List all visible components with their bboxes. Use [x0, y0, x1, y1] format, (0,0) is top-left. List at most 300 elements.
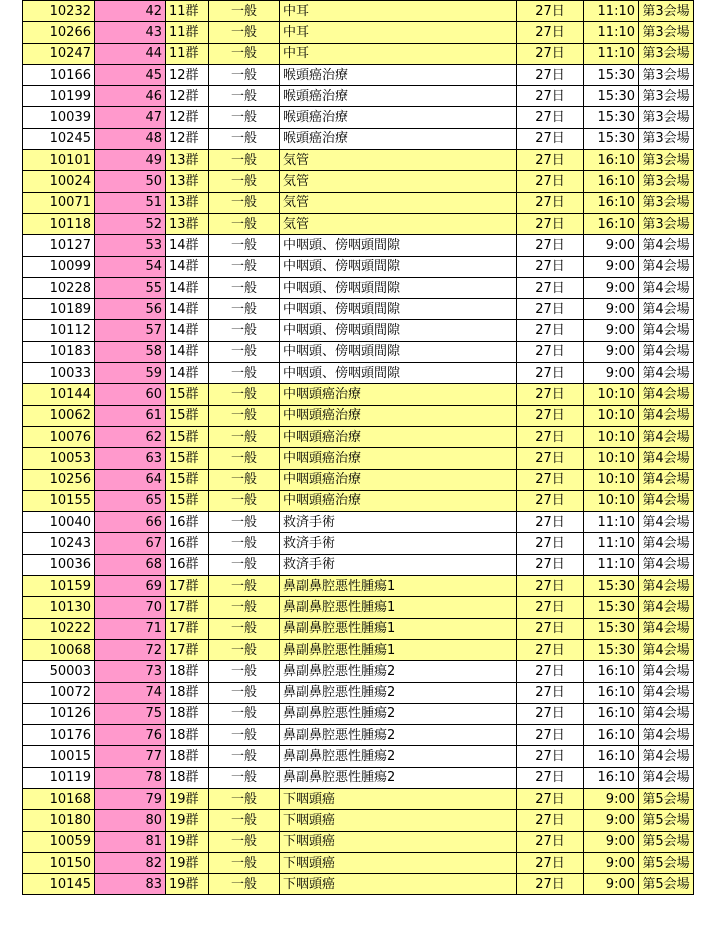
cell-room[interactable]: 第3会場 — [639, 192, 694, 213]
cell-group[interactable]: 12群 — [166, 107, 209, 128]
cell-group[interactable]: 18群 — [166, 682, 209, 703]
cell-presentation-number[interactable]: 54 — [95, 256, 166, 277]
cell-presentation-number[interactable]: 70 — [95, 597, 166, 618]
cell-submission-id[interactable]: 10145 — [23, 874, 95, 895]
cell-presentation-number[interactable]: 72 — [95, 639, 166, 660]
cell-room[interactable]: 第4会場 — [639, 448, 694, 469]
cell-topic[interactable]: 気管 — [280, 150, 517, 171]
cell-topic[interactable]: 鼻副鼻腔悪性腫瘍2 — [280, 682, 517, 703]
cell-time[interactable]: 9:00 — [584, 256, 639, 277]
cell-day[interactable]: 27日 — [517, 852, 584, 873]
cell-submission-id[interactable]: 10168 — [23, 788, 95, 809]
cell-session-type[interactable]: 一般 — [209, 213, 280, 234]
cell-time[interactable]: 9:00 — [584, 831, 639, 852]
cell-group[interactable]: 17群 — [166, 639, 209, 660]
cell-day[interactable]: 27日 — [517, 235, 584, 256]
cell-presentation-number[interactable]: 76 — [95, 725, 166, 746]
cell-submission-id[interactable]: 10159 — [23, 576, 95, 597]
cell-group[interactable]: 14群 — [166, 341, 209, 362]
cell-room[interactable]: 第4会場 — [639, 426, 694, 447]
cell-topic[interactable]: 中咽頭、傍咽頭間隙 — [280, 277, 517, 298]
cell-presentation-number[interactable]: 77 — [95, 746, 166, 767]
cell-time[interactable]: 11:10 — [584, 43, 639, 64]
cell-group[interactable]: 14群 — [166, 277, 209, 298]
cell-time[interactable]: 16:10 — [584, 192, 639, 213]
cell-topic[interactable]: 中咽頭癌治療 — [280, 384, 517, 405]
cell-presentation-number[interactable]: 61 — [95, 405, 166, 426]
cell-presentation-number[interactable]: 81 — [95, 831, 166, 852]
cell-time[interactable]: 16:10 — [584, 746, 639, 767]
cell-session-type[interactable]: 一般 — [209, 512, 280, 533]
cell-day[interactable]: 27日 — [517, 554, 584, 575]
cell-topic[interactable]: 中咽頭、傍咽頭間隙 — [280, 256, 517, 277]
cell-group[interactable]: 19群 — [166, 810, 209, 831]
cell-time[interactable]: 15:30 — [584, 107, 639, 128]
cell-group[interactable]: 14群 — [166, 235, 209, 256]
cell-room[interactable]: 第4会場 — [639, 277, 694, 298]
cell-session-type[interactable]: 一般 — [209, 703, 280, 724]
cell-submission-id[interactable]: 10256 — [23, 469, 95, 490]
cell-room[interactable]: 第4会場 — [639, 639, 694, 660]
cell-topic[interactable]: 中耳 — [280, 1, 517, 22]
cell-group[interactable]: 18群 — [166, 767, 209, 788]
cell-topic[interactable]: 下咽頭癌 — [280, 788, 517, 809]
cell-submission-id[interactable]: 10071 — [23, 192, 95, 213]
cell-room[interactable]: 第4会場 — [639, 682, 694, 703]
cell-day[interactable]: 27日 — [517, 192, 584, 213]
cell-submission-id[interactable]: 10180 — [23, 810, 95, 831]
cell-day[interactable]: 27日 — [517, 277, 584, 298]
cell-room[interactable]: 第4会場 — [639, 703, 694, 724]
cell-day[interactable]: 27日 — [517, 448, 584, 469]
cell-submission-id[interactable]: 10112 — [23, 320, 95, 341]
cell-presentation-number[interactable]: 55 — [95, 277, 166, 298]
cell-submission-id[interactable]: 10015 — [23, 746, 95, 767]
cell-day[interactable]: 27日 — [517, 426, 584, 447]
cell-presentation-number[interactable]: 60 — [95, 384, 166, 405]
cell-room[interactable]: 第4会場 — [639, 661, 694, 682]
cell-topic[interactable]: 救済手術 — [280, 512, 517, 533]
cell-topic[interactable]: 中咽頭、傍咽頭間隙 — [280, 363, 517, 384]
cell-submission-id[interactable]: 10222 — [23, 618, 95, 639]
cell-group[interactable]: 14群 — [166, 299, 209, 320]
cell-topic[interactable]: 気管 — [280, 213, 517, 234]
cell-group[interactable]: 19群 — [166, 831, 209, 852]
cell-group[interactable]: 17群 — [166, 576, 209, 597]
cell-group[interactable]: 16群 — [166, 533, 209, 554]
cell-time[interactable]: 15:30 — [584, 576, 639, 597]
cell-submission-id[interactable]: 10099 — [23, 256, 95, 277]
cell-room[interactable]: 第4会場 — [639, 405, 694, 426]
cell-session-type[interactable]: 一般 — [209, 639, 280, 660]
cell-session-type[interactable]: 一般 — [209, 363, 280, 384]
cell-topic[interactable]: 中咽頭、傍咽頭間隙 — [280, 320, 517, 341]
cell-session-type[interactable]: 一般 — [209, 341, 280, 362]
cell-topic[interactable]: 鼻副鼻腔悪性腫瘍1 — [280, 618, 517, 639]
cell-presentation-number[interactable]: 57 — [95, 320, 166, 341]
cell-topic[interactable]: 下咽頭癌 — [280, 810, 517, 831]
cell-presentation-number[interactable]: 82 — [95, 852, 166, 873]
cell-time[interactable]: 9:00 — [584, 299, 639, 320]
cell-day[interactable]: 27日 — [517, 767, 584, 788]
cell-time[interactable]: 9:00 — [584, 874, 639, 895]
cell-group[interactable]: 19群 — [166, 852, 209, 873]
cell-session-type[interactable]: 一般 — [209, 192, 280, 213]
cell-day[interactable]: 27日 — [517, 788, 584, 809]
cell-day[interactable]: 27日 — [517, 384, 584, 405]
cell-submission-id[interactable]: 10232 — [23, 1, 95, 22]
cell-day[interactable]: 27日 — [517, 661, 584, 682]
cell-time[interactable]: 16:10 — [584, 661, 639, 682]
cell-room[interactable]: 第4会場 — [639, 235, 694, 256]
cell-room[interactable]: 第4会場 — [639, 618, 694, 639]
cell-group[interactable]: 16群 — [166, 554, 209, 575]
cell-presentation-number[interactable]: 48 — [95, 128, 166, 149]
cell-topic[interactable]: 喉頭癌治療 — [280, 107, 517, 128]
cell-presentation-number[interactable]: 43 — [95, 22, 166, 43]
cell-session-type[interactable]: 一般 — [209, 405, 280, 426]
cell-group[interactable]: 14群 — [166, 320, 209, 341]
cell-time[interactable]: 11:10 — [584, 22, 639, 43]
cell-day[interactable]: 27日 — [517, 341, 584, 362]
cell-room[interactable]: 第4会場 — [639, 725, 694, 746]
cell-group[interactable]: 11群 — [166, 22, 209, 43]
cell-day[interactable]: 27日 — [517, 725, 584, 746]
cell-session-type[interactable]: 一般 — [209, 852, 280, 873]
cell-room[interactable]: 第4会場 — [639, 384, 694, 405]
cell-day[interactable]: 27日 — [517, 171, 584, 192]
cell-presentation-number[interactable]: 83 — [95, 874, 166, 895]
cell-session-type[interactable]: 一般 — [209, 107, 280, 128]
cell-session-type[interactable]: 一般 — [209, 150, 280, 171]
cell-group[interactable]: 16群 — [166, 512, 209, 533]
cell-time[interactable]: 9:00 — [584, 788, 639, 809]
cell-submission-id[interactable]: 10039 — [23, 107, 95, 128]
cell-day[interactable]: 27日 — [517, 43, 584, 64]
cell-submission-id[interactable]: 10033 — [23, 363, 95, 384]
cell-submission-id[interactable]: 10199 — [23, 86, 95, 107]
cell-submission-id[interactable]: 10166 — [23, 64, 95, 85]
cell-time[interactable]: 16:10 — [584, 213, 639, 234]
cell-day[interactable]: 27日 — [517, 597, 584, 618]
cell-session-type[interactable]: 一般 — [209, 810, 280, 831]
cell-session-type[interactable]: 一般 — [209, 86, 280, 107]
cell-time[interactable]: 10:10 — [584, 384, 639, 405]
cell-room[interactable]: 第3会場 — [639, 22, 694, 43]
cell-room[interactable]: 第4会場 — [639, 512, 694, 533]
cell-session-type[interactable]: 一般 — [209, 618, 280, 639]
cell-session-type[interactable]: 一般 — [209, 426, 280, 447]
cell-time[interactable]: 9:00 — [584, 277, 639, 298]
cell-presentation-number[interactable]: 74 — [95, 682, 166, 703]
cell-session-type[interactable]: 一般 — [209, 320, 280, 341]
cell-presentation-number[interactable]: 59 — [95, 363, 166, 384]
cell-room[interactable]: 第3会場 — [639, 107, 694, 128]
cell-presentation-number[interactable]: 47 — [95, 107, 166, 128]
cell-group[interactable]: 18群 — [166, 725, 209, 746]
cell-time[interactable]: 15:30 — [584, 128, 639, 149]
cell-session-type[interactable]: 一般 — [209, 171, 280, 192]
cell-session-type[interactable]: 一般 — [209, 576, 280, 597]
cell-room[interactable]: 第3会場 — [639, 1, 694, 22]
cell-submission-id[interactable]: 10150 — [23, 852, 95, 873]
cell-room[interactable]: 第3会場 — [639, 64, 694, 85]
cell-submission-id[interactable]: 10243 — [23, 533, 95, 554]
cell-topic[interactable]: 鼻副鼻腔悪性腫瘍2 — [280, 703, 517, 724]
cell-presentation-number[interactable]: 52 — [95, 213, 166, 234]
cell-group[interactable]: 18群 — [166, 661, 209, 682]
cell-session-type[interactable]: 一般 — [209, 554, 280, 575]
cell-presentation-number[interactable]: 62 — [95, 426, 166, 447]
cell-topic[interactable]: 下咽頭癌 — [280, 831, 517, 852]
cell-time[interactable]: 9:00 — [584, 320, 639, 341]
cell-group[interactable]: 11群 — [166, 43, 209, 64]
cell-day[interactable]: 27日 — [517, 22, 584, 43]
cell-room[interactable]: 第3会場 — [639, 86, 694, 107]
cell-day[interactable]: 27日 — [517, 810, 584, 831]
cell-day[interactable]: 27日 — [517, 703, 584, 724]
cell-time[interactable]: 16:10 — [584, 150, 639, 171]
cell-time[interactable]: 15:30 — [584, 86, 639, 107]
cell-group[interactable]: 12群 — [166, 128, 209, 149]
cell-time[interactable]: 15:30 — [584, 597, 639, 618]
cell-room[interactable]: 第4会場 — [639, 363, 694, 384]
cell-presentation-number[interactable]: 46 — [95, 86, 166, 107]
cell-submission-id[interactable]: 50003 — [23, 661, 95, 682]
cell-submission-id[interactable]: 10266 — [23, 22, 95, 43]
cell-room[interactable]: 第3会場 — [639, 43, 694, 64]
cell-submission-id[interactable]: 10130 — [23, 597, 95, 618]
cell-topic[interactable]: 喉頭癌治療 — [280, 64, 517, 85]
cell-group[interactable]: 13群 — [166, 150, 209, 171]
cell-day[interactable]: 27日 — [517, 874, 584, 895]
cell-day[interactable]: 27日 — [517, 576, 584, 597]
cell-session-type[interactable]: 一般 — [209, 64, 280, 85]
cell-time[interactable]: 11:10 — [584, 554, 639, 575]
cell-presentation-number[interactable]: 44 — [95, 43, 166, 64]
cell-time[interactable]: 9:00 — [584, 852, 639, 873]
cell-session-type[interactable]: 一般 — [209, 128, 280, 149]
cell-room[interactable]: 第4会場 — [639, 554, 694, 575]
cell-topic[interactable]: 中耳 — [280, 43, 517, 64]
cell-group[interactable]: 13群 — [166, 171, 209, 192]
cell-topic[interactable]: 鼻副鼻腔悪性腫瘍2 — [280, 767, 517, 788]
cell-session-type[interactable]: 一般 — [209, 299, 280, 320]
cell-day[interactable]: 27日 — [517, 639, 584, 660]
cell-submission-id[interactable]: 10119 — [23, 767, 95, 788]
cell-session-type[interactable]: 一般 — [209, 874, 280, 895]
cell-group[interactable]: 19群 — [166, 788, 209, 809]
cell-submission-id[interactable]: 10040 — [23, 512, 95, 533]
cell-submission-id[interactable]: 10155 — [23, 490, 95, 511]
cell-presentation-number[interactable]: 42 — [95, 1, 166, 22]
cell-presentation-number[interactable]: 78 — [95, 767, 166, 788]
cell-submission-id[interactable]: 10076 — [23, 426, 95, 447]
cell-session-type[interactable]: 一般 — [209, 767, 280, 788]
cell-day[interactable]: 27日 — [517, 107, 584, 128]
cell-presentation-number[interactable]: 71 — [95, 618, 166, 639]
cell-group[interactable]: 14群 — [166, 363, 209, 384]
cell-day[interactable]: 27日 — [517, 405, 584, 426]
cell-time[interactable]: 10:10 — [584, 405, 639, 426]
cell-room[interactable]: 第4会場 — [639, 490, 694, 511]
cell-topic[interactable]: 中咽頭癌治療 — [280, 469, 517, 490]
cell-presentation-number[interactable]: 53 — [95, 235, 166, 256]
cell-group[interactable]: 15群 — [166, 448, 209, 469]
cell-group[interactable]: 15群 — [166, 384, 209, 405]
cell-presentation-number[interactable]: 75 — [95, 703, 166, 724]
cell-topic[interactable]: 中咽頭癌治療 — [280, 426, 517, 447]
cell-day[interactable]: 27日 — [517, 533, 584, 554]
cell-day[interactable]: 27日 — [517, 1, 584, 22]
cell-topic[interactable]: 中咽頭、傍咽頭間隙 — [280, 341, 517, 362]
cell-room[interactable]: 第5会場 — [639, 852, 694, 873]
cell-submission-id[interactable]: 10183 — [23, 341, 95, 362]
cell-presentation-number[interactable]: 79 — [95, 788, 166, 809]
cell-day[interactable]: 27日 — [517, 150, 584, 171]
cell-topic[interactable]: 中耳 — [280, 22, 517, 43]
cell-room[interactable]: 第4会場 — [639, 746, 694, 767]
cell-group[interactable]: 14群 — [166, 256, 209, 277]
cell-session-type[interactable]: 一般 — [209, 22, 280, 43]
cell-submission-id[interactable]: 10059 — [23, 831, 95, 852]
cell-topic[interactable]: 中咽頭癌治療 — [280, 405, 517, 426]
cell-time[interactable]: 11:10 — [584, 512, 639, 533]
cell-time[interactable]: 10:10 — [584, 426, 639, 447]
cell-group[interactable]: 17群 — [166, 597, 209, 618]
cell-submission-id[interactable]: 10127 — [23, 235, 95, 256]
cell-group[interactable]: 19群 — [166, 874, 209, 895]
cell-time[interactable]: 15:30 — [584, 64, 639, 85]
cell-time[interactable]: 15:30 — [584, 639, 639, 660]
cell-presentation-number[interactable]: 64 — [95, 469, 166, 490]
cell-room[interactable]: 第4会場 — [639, 320, 694, 341]
cell-time[interactable]: 9:00 — [584, 363, 639, 384]
cell-session-type[interactable]: 一般 — [209, 43, 280, 64]
cell-topic[interactable]: 鼻副鼻腔悪性腫瘍1 — [280, 576, 517, 597]
cell-day[interactable]: 27日 — [517, 512, 584, 533]
cell-submission-id[interactable]: 10062 — [23, 405, 95, 426]
cell-time[interactable]: 10:10 — [584, 469, 639, 490]
cell-room[interactable]: 第4会場 — [639, 299, 694, 320]
cell-room[interactable]: 第5会場 — [639, 874, 694, 895]
cell-topic[interactable]: 喉頭癌治療 — [280, 86, 517, 107]
cell-day[interactable]: 27日 — [517, 299, 584, 320]
cell-submission-id[interactable]: 10247 — [23, 43, 95, 64]
cell-topic[interactable]: 喉頭癌治療 — [280, 128, 517, 149]
cell-session-type[interactable]: 一般 — [209, 1, 280, 22]
cell-room[interactable]: 第4会場 — [639, 469, 694, 490]
cell-session-type[interactable]: 一般 — [209, 384, 280, 405]
cell-presentation-number[interactable]: 58 — [95, 341, 166, 362]
cell-submission-id[interactable]: 10144 — [23, 384, 95, 405]
cell-submission-id[interactable]: 10176 — [23, 725, 95, 746]
cell-topic[interactable]: 中咽頭癌治療 — [280, 448, 517, 469]
cell-group[interactable]: 12群 — [166, 86, 209, 107]
cell-session-type[interactable]: 一般 — [209, 469, 280, 490]
cell-topic[interactable]: 救済手術 — [280, 533, 517, 554]
cell-topic[interactable]: 中咽頭、傍咽頭間隙 — [280, 299, 517, 320]
cell-room[interactable]: 第4会場 — [639, 341, 694, 362]
cell-presentation-number[interactable]: 50 — [95, 171, 166, 192]
cell-group[interactable]: 11群 — [166, 1, 209, 22]
cell-time[interactable]: 16:10 — [584, 767, 639, 788]
cell-presentation-number[interactable]: 80 — [95, 810, 166, 831]
cell-group[interactable]: 18群 — [166, 746, 209, 767]
cell-session-type[interactable]: 一般 — [209, 788, 280, 809]
cell-session-type[interactable]: 一般 — [209, 597, 280, 618]
cell-day[interactable]: 27日 — [517, 831, 584, 852]
cell-time[interactable]: 10:10 — [584, 448, 639, 469]
cell-session-type[interactable]: 一般 — [209, 533, 280, 554]
cell-day[interactable]: 27日 — [517, 469, 584, 490]
cell-presentation-number[interactable]: 63 — [95, 448, 166, 469]
cell-room[interactable]: 第5会場 — [639, 831, 694, 852]
cell-group[interactable]: 15群 — [166, 469, 209, 490]
cell-day[interactable]: 27日 — [517, 64, 584, 85]
cell-day[interactable]: 27日 — [517, 213, 584, 234]
cell-time[interactable]: 11:10 — [584, 533, 639, 554]
cell-submission-id[interactable]: 10036 — [23, 554, 95, 575]
cell-time[interactable]: 16:10 — [584, 682, 639, 703]
cell-presentation-number[interactable]: 56 — [95, 299, 166, 320]
cell-submission-id[interactable]: 10101 — [23, 150, 95, 171]
cell-day[interactable]: 27日 — [517, 86, 584, 107]
cell-session-type[interactable]: 一般 — [209, 448, 280, 469]
cell-submission-id[interactable]: 10126 — [23, 703, 95, 724]
cell-session-type[interactable]: 一般 — [209, 235, 280, 256]
cell-group[interactable]: 15群 — [166, 405, 209, 426]
cell-group[interactable]: 15群 — [166, 490, 209, 511]
cell-room[interactable]: 第4会場 — [639, 533, 694, 554]
cell-time[interactable]: 16:10 — [584, 725, 639, 746]
cell-time[interactable]: 15:30 — [584, 618, 639, 639]
cell-session-type[interactable]: 一般 — [209, 682, 280, 703]
cell-session-type[interactable]: 一般 — [209, 661, 280, 682]
cell-room[interactable]: 第3会場 — [639, 213, 694, 234]
cell-room[interactable]: 第3会場 — [639, 128, 694, 149]
cell-day[interactable]: 27日 — [517, 256, 584, 277]
cell-topic[interactable]: 鼻副鼻腔悪性腫瘍2 — [280, 725, 517, 746]
cell-presentation-number[interactable]: 49 — [95, 150, 166, 171]
cell-submission-id[interactable]: 10072 — [23, 682, 95, 703]
cell-time[interactable]: 10:10 — [584, 490, 639, 511]
cell-presentation-number[interactable]: 68 — [95, 554, 166, 575]
cell-room[interactable]: 第4会場 — [639, 767, 694, 788]
cell-day[interactable]: 27日 — [517, 128, 584, 149]
cell-topic[interactable]: 気管 — [280, 171, 517, 192]
cell-session-type[interactable]: 一般 — [209, 277, 280, 298]
cell-room[interactable]: 第5会場 — [639, 788, 694, 809]
cell-presentation-number[interactable]: 67 — [95, 533, 166, 554]
cell-session-type[interactable]: 一般 — [209, 256, 280, 277]
cell-day[interactable]: 27日 — [517, 618, 584, 639]
cell-room[interactable]: 第4会場 — [639, 576, 694, 597]
cell-presentation-number[interactable]: 69 — [95, 576, 166, 597]
cell-submission-id[interactable]: 10053 — [23, 448, 95, 469]
cell-topic[interactable]: 鼻副鼻腔悪性腫瘍1 — [280, 597, 517, 618]
cell-group[interactable]: 13群 — [166, 192, 209, 213]
cell-submission-id[interactable]: 10189 — [23, 299, 95, 320]
cell-room[interactable]: 第5会場 — [639, 810, 694, 831]
cell-group[interactable]: 12群 — [166, 64, 209, 85]
cell-time[interactable]: 11:10 — [584, 1, 639, 22]
cell-topic[interactable]: 中咽頭癌治療 — [280, 490, 517, 511]
cell-time[interactable]: 16:10 — [584, 171, 639, 192]
cell-time[interactable]: 16:10 — [584, 703, 639, 724]
cell-session-type[interactable]: 一般 — [209, 490, 280, 511]
cell-session-type[interactable]: 一般 — [209, 725, 280, 746]
